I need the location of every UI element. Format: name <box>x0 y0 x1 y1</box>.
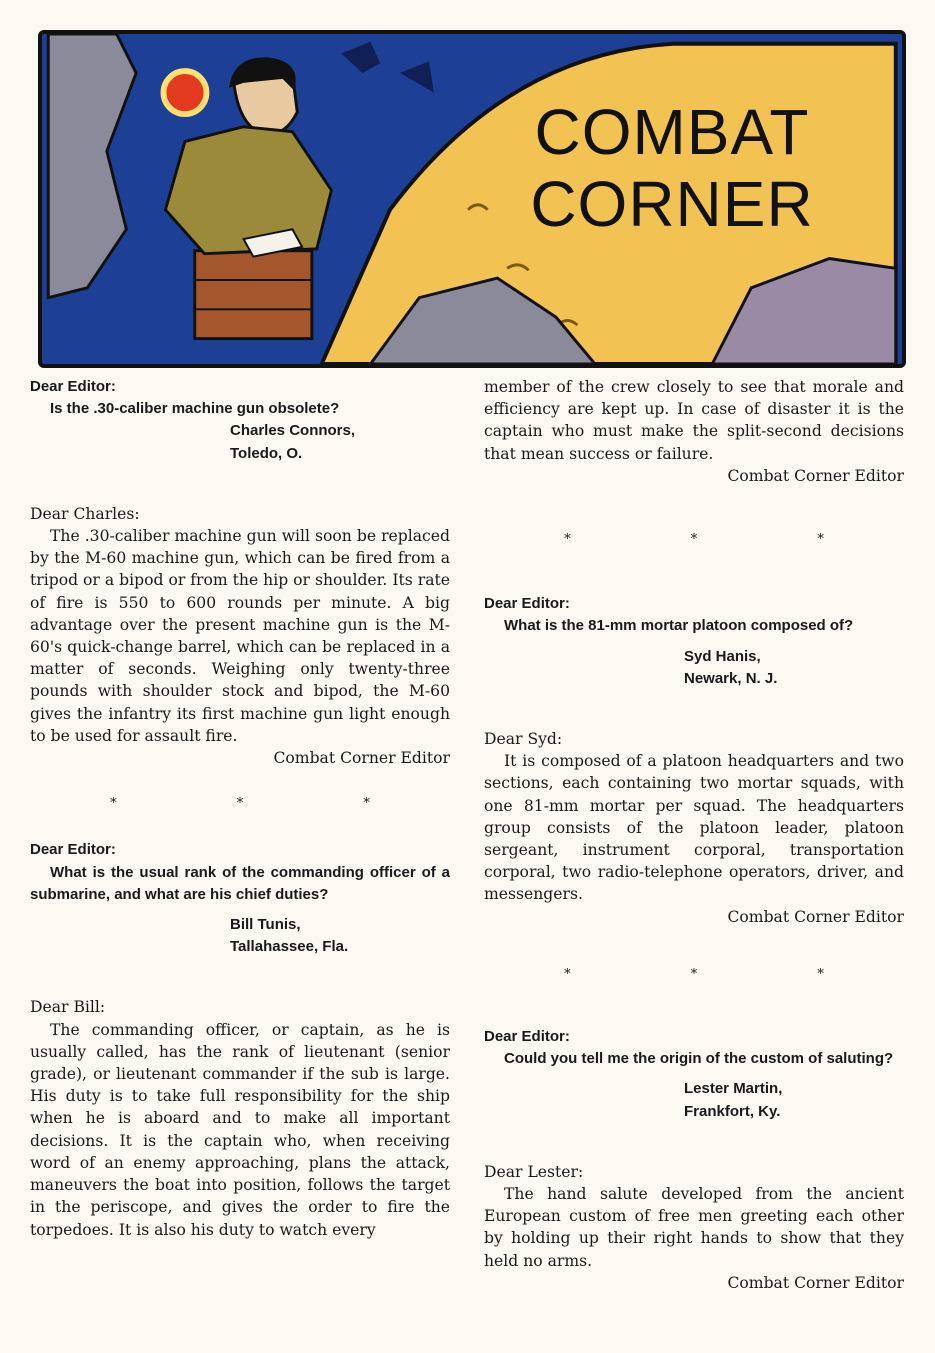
letter-4 <box>484 1026 904 1294</box>
letter-writer-place: Newark, N. J. <box>684 669 778 687</box>
letter-greeting: Dear Editor: <box>30 378 116 395</box>
reply-greeting: Dear Bill: <box>30 998 106 1017</box>
reply-text-continued: member of the crew closely to see that morale and efficiency are kept up. In case of disaster it is the captain who must make the split-second decisions that mean success or failure. <box>484 378 904 463</box>
letter-greeting: Dear Editor: <box>484 1028 570 1046</box>
letter-writer-name: Syd Hanis, <box>684 647 761 665</box>
letter-writer-place: Toledo, O. <box>230 444 303 462</box>
reply-text: The commanding officer, or captain, as he is usually called, has the rank of lieutenant (senior grade), or lieutenant commander if the sub is large. His duty is to take full responsibility for the ship when he is aboard and to make all important decisions. It is the captain who, when receiving word of an enemy approaching, plans the attack, maneuvers the boat into position, follows the target in the periscope, and gives the order to fire the torpedoes. It is also his duty to watch every <box>30 1020 450 1239</box>
banner-sun <box>163 71 206 114</box>
reply-text: The .30-caliber machine gun will soon be replaced by the M-60 machine gun, which can be fired from a tripod or a bipod or from the hip or shoulder. Its rate of fire is 550 to 600 rounds per minute. A big advantage over the present machine gun is the M-60's quick-change barrel, which can be replaced in a matter of seconds. Weighing only twenty-three pounds with shoulder stock and bipod, the M-60 gives the infantry its first machine gun light enough to be used for assault fire. <box>30 527 450 745</box>
reply-signoff: Combat Corner Editor <box>727 1273 904 1292</box>
reply-signoff: Combat Corner Editor <box>727 466 904 485</box>
letter-greeting: Dear Editor: <box>484 595 570 613</box>
reply-greeting: Dear Syd: <box>484 730 563 749</box>
letter-question: What is the usual rank of the commanding officer of a submarine, and what are his chief duties? <box>30 863 450 903</box>
letter-writer-name: Charles Connors, <box>230 422 356 440</box>
letter-1 <box>30 376 450 769</box>
separator: * * * <box>110 796 428 812</box>
letter-question: What is the 81-mm mortar platoon composed of? <box>504 617 854 635</box>
reply-text: The hand salute developed from the ancient European custom of free men greeting each other by holding up their right hands to show that they held no arms. <box>484 1185 904 1270</box>
left-column <box>30 376 450 1241</box>
banner-title-line1: COMBAT <box>534 96 810 168</box>
separator: * * * <box>564 966 882 982</box>
combat-corner-banner <box>38 30 906 368</box>
letter-question: Is the .30-caliber machine gun obsolete? <box>50 400 340 418</box>
letter-writer-place: Tallahassee, Fla. <box>230 938 349 956</box>
letter-writer-name: Bill Tunis, <box>230 916 301 934</box>
letter-writer-name: Lester Martin, <box>684 1080 783 1098</box>
reply-signoff: Combat Corner Editor <box>273 749 450 768</box>
letter-greeting: Dear Editor: <box>30 841 116 859</box>
letter-writer-place: Frankfort, Ky. <box>684 1102 781 1120</box>
letter-question: Could you tell me the origin of the custom of saluting? <box>504 1050 894 1068</box>
reply-greeting: Dear Charles: <box>30 504 140 523</box>
reply-text: It is composed of a platoon headquarters and two sections, each containing two mortar squads, with one 81-mm mortar per squad. The headquarters group consists of the platoon leader, platoon sergeant, instrument corporal, transportation corporal, two radio-telephone operators, driver, and messengers. <box>484 752 904 904</box>
banner-title <box>522 96 822 240</box>
letter-2 <box>30 839 450 1240</box>
banner-title-line2: CORNER <box>530 168 814 240</box>
letter-3 <box>484 593 904 928</box>
reply-signoff: Combat Corner Editor <box>727 907 904 926</box>
separator: * * * <box>564 532 882 548</box>
right-column <box>484 376 904 1294</box>
banner-crate <box>195 251 312 339</box>
reply-greeting: Dear Lester: <box>484 1162 584 1181</box>
